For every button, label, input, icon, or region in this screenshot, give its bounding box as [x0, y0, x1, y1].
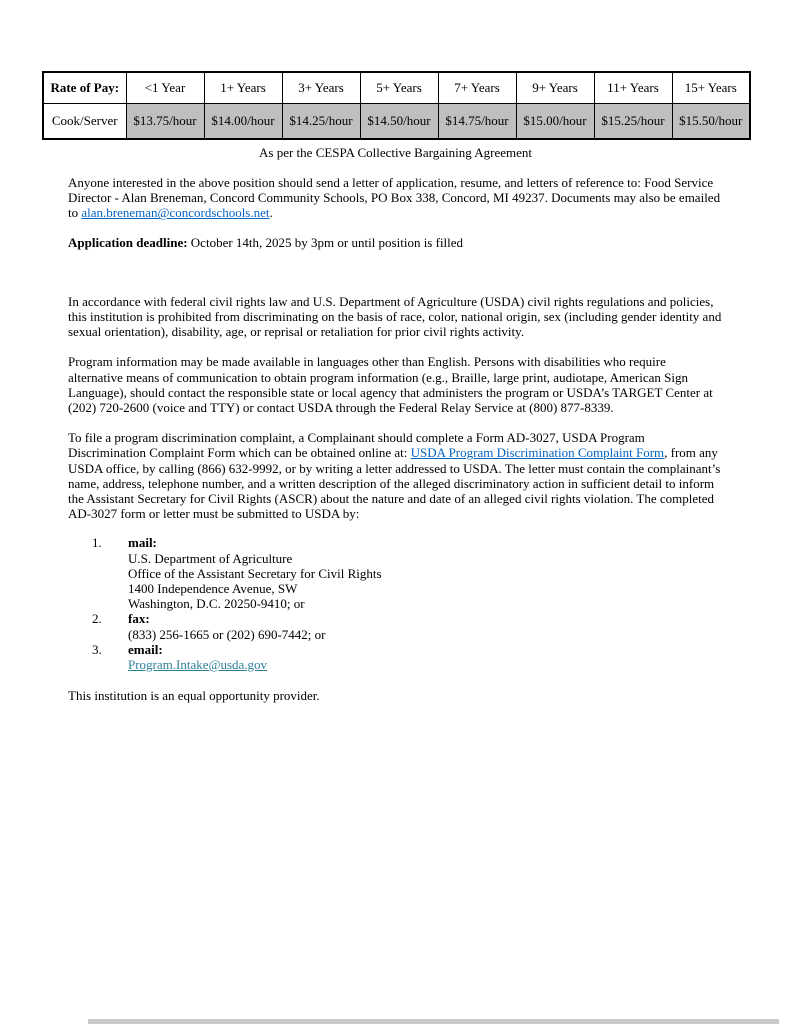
- deadline-text: October 14th, 2025 by 3pm or until position is filled: [187, 234, 464, 250]
- mail-address-line-1: U.S. Department of Agriculture: [128, 550, 293, 566]
- rate-of-pay-header-cell: Rate of Pay:: [43, 72, 126, 104]
- email-link-line: [128, 657, 723, 672]
- rate-cell-7plus-years: $14.75/hour: [438, 104, 516, 140]
- application-paragraph: [68, 175, 723, 221]
- usda-intake-email-link[interactable]: Program.Intake@usda.gov: [128, 657, 268, 673]
- deadline-label: Application deadline:: [68, 234, 188, 250]
- col-header-7plus-years: 7+ Years: [438, 72, 516, 104]
- list-item-email: [68, 642, 723, 672]
- fax-item-body: [128, 611, 723, 641]
- application-text: Anyone interested in the above position should send a letter of application, resume, and letters of reference to: Food Service Director - Alan Breneman, Concord Community Schools, PO Box 338, Concord, MI 49237. Documents may also be emailed to: [68, 175, 721, 221]
- table-header-row: [43, 72, 750, 104]
- table-caption: As per the CESPA Collective Bargaining Agreement: [259, 145, 532, 160]
- usda-nondiscrimination-statement: [68, 294, 723, 704]
- usda-paragraph-3: [68, 430, 723, 521]
- rate-cell-1plus-years: $14.00/hour: [204, 104, 282, 140]
- usda-paragraph-2: Program information may be made available in languages other than English. Persons with disabilities who require alternative means of communication to obtain program information (e.g., Braille, large print, audiotape, American Sign Language), should contact the responsible state or local agency that administers the program or USDA’s TARGET Center at (202) 720-2600 (voice and TTY) or contact USDA through the Federal Relay Service at (800) 877-8339.: [68, 354, 713, 416]
- usda-paragraph-3-text-after: , from any USDA office, by calling (866) 632-9992, or by writing a letter addressed to USDA. The letter must contain the complainant’s name, address, telephone number, and a written description of the alleged discriminatory action in sufficient detail to inform the Assistant Secretary for Civil Rights (ASCR) about the nature and date of an alleged civil rights violation. The completed AD-3027 form or letter must be submitted to USDA by:: [68, 445, 721, 522]
- rate-cell-5plus-years: $14.50/hour: [360, 104, 438, 140]
- list-item-fax: [68, 611, 723, 641]
- rate-cell-15plus-years: $15.50/hour: [672, 104, 750, 140]
- col-header-3plus-years: 3+ Years: [282, 72, 360, 104]
- mail-address-line-3: 1400 Independence Avenue, SW: [128, 581, 298, 597]
- application-deadline-line: [68, 235, 723, 250]
- rate-cell-lt1-year: $13.75/hour: [126, 104, 204, 140]
- row-label-cook-server: Cook/Server: [43, 104, 126, 140]
- rate-cell-11plus-years: $15.25/hour: [594, 104, 672, 140]
- col-header-9plus-years: 9+ Years: [516, 72, 594, 104]
- usda-submission-list: [68, 535, 723, 672]
- mail-address-line-4: Washington, D.C. 20250-9410; or: [128, 596, 305, 612]
- equal-opportunity-statement: This institution is an equal opportunity provider.: [68, 688, 320, 704]
- rate-cell-3plus-years: $14.25/hour: [282, 104, 360, 140]
- table-rates-row: [43, 104, 750, 140]
- list-number-3: 3.: [92, 641, 102, 657]
- usda-paragraph-3-text-before: To file a program discrimination complaint, a Complainant should complete a Form AD-3027, USDA Program Discrimination Complaint Form which can be obtained online at:: [68, 430, 645, 461]
- col-header-15plus-years: 15+ Years: [672, 72, 750, 104]
- email-item-body: [128, 642, 723, 672]
- list-item-mail: [68, 535, 723, 611]
- page-bottom-edge: [88, 1019, 779, 1024]
- fax-label: fax:: [128, 611, 150, 627]
- mail-label: mail:: [128, 535, 157, 551]
- col-header-lt1-year: <1 Year: [126, 72, 204, 104]
- application-text-period: .: [269, 205, 273, 221]
- col-header-11plus-years: 11+ Years: [594, 72, 672, 104]
- document-content: [50, 71, 743, 716]
- rate-cell-9plus-years: $15.00/hour: [516, 104, 594, 140]
- usda-complaint-form-link[interactable]: USDA Program Discrimination Complaint Form: [410, 445, 665, 461]
- fax-number-line: (833) 256-1665 or (202) 690-7442; or: [128, 626, 326, 642]
- usda-paragraph-1: In accordance with federal civil rights law and U.S. Department of Agriculture (USDA) civil rights regulations and policies, this institution is prohibited from discriminating on the basis of race, color, national origin, sex (including gender identity and sexual orientation), disability, age, or reprisal or retaliation for prior civil rights activity.: [68, 293, 722, 340]
- list-number-2: 2.: [92, 611, 102, 627]
- mail-item-body: [128, 535, 723, 611]
- mail-address-line-2: Office of the Assistant Secretary for Civil Rights: [128, 565, 382, 581]
- rate-of-pay-table-wrap: [42, 71, 749, 160]
- applicant-email-link[interactable]: alan.breneman@concordschools.net: [81, 205, 270, 221]
- email-label: email:: [128, 641, 163, 657]
- rate-of-pay-table: [42, 71, 751, 140]
- col-header-1plus-years: 1+ Years: [204, 72, 282, 104]
- col-header-5plus-years: 5+ Years: [360, 72, 438, 104]
- list-number-1: 1.: [92, 535, 102, 551]
